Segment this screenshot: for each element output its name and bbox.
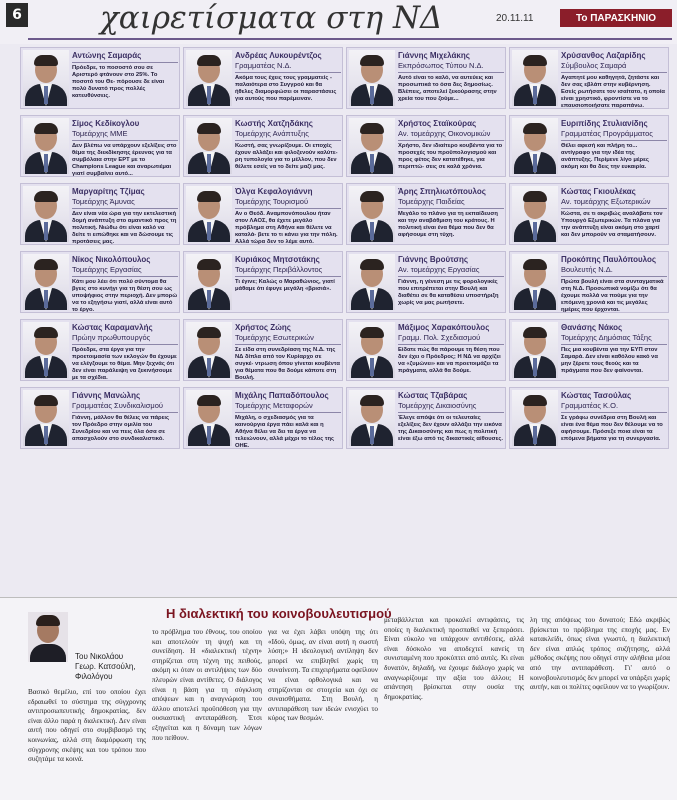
article-paragraph: το πρόβλημα του έθνους, του οποίου και αποτελούν τη ψυχή και τη συνείδηση. Η «διαλεκτική τέχνη» στηρίζεται στη τέχνη της πειθούς, ακόμη κι όταν οι αντιλήψεις των δύο πλευρών είναι αντίθετες. Ο διάλογος είναι η βάση για τη σύγκλιση απόψεων και η αναγνώριση του άλλου αποτελεί προϋπόθεση για την ουσιαστική αντιπαράθεση. Έτσι εξηγείται και η δύναμη των λόγων που πείθουν.: [152, 628, 262, 742]
person-role: Γραμματέας Συνδικαλισμού: [72, 401, 178, 413]
person-role: Τομεάρχης Δικαιοσύνης: [398, 401, 504, 413]
article-paragraph: για να έχει λάβει υπόψη της ότι «Ιδού, όμως, αν είναι αυτή η σωστή λύση;» Η ιδεολογική αντίληψη δεν μπορεί να επιβληθεί χωρίς τη συναίνεση. Τα επιχειρήματα οφείλουν να είναι ορθολογικά και να στηρίζονται σε στοιχεία και όχι σε συναισθήματα. Στη Βουλή, η αντιπαράθεση των ιδεών ενισχύει το κύρος των θεσμών.: [268, 628, 378, 723]
greeting-card: [20, 251, 180, 313]
greeting-quote: Πρώτα βουλή είναι στα συνταγματικά στη Ν.Δ. Προσωπικά νομίζω ότι θα έχουμε πολλά να πούμε για την επόμενη χρονιά και τις μεγάλες ημέρες που έρχονται.: [561, 279, 664, 313]
person-name: Χρύσανθος Λαζαρίδης: [561, 51, 646, 60]
person-name: Κώστας Τζαβάρας: [398, 391, 468, 400]
person-name: Γιάννης Μιχελάκης: [398, 51, 470, 60]
greeting-quote: Χρήστο, δεν ιδιαίτερο κουβέντα για το προσεχές του προϋπολογισμού και προς φέτος δεν κατατέθηκε, για περιπτώ- σεις σε καλά χρόνια.: [398, 143, 503, 170]
person-name: Θανάσης Νάκος: [561, 323, 623, 332]
author-byline: [75, 652, 145, 682]
author-line: Φιλολόγου: [75, 672, 113, 681]
portrait-photo: [512, 186, 558, 242]
person-role: Αν. τομεάρχης Οικονομικών: [398, 129, 504, 141]
greeting-quote: Αυτό είναι το καλό, να αυτεύεις και προσωπικά το όσα δες δημοσίως. Βλέπεις, αποτελεί ξεκούρασης στην χρεία του που ζούμε...: [398, 75, 497, 102]
portrait-photo: [23, 50, 69, 106]
person-role: Γραμματέας Προγράμματος: [561, 129, 667, 141]
person-role: Τομεάρχης Εργασίας: [72, 265, 178, 277]
article-column: [152, 628, 262, 796]
person-name: Μαργαρίτης Τζίμας: [72, 187, 145, 196]
greeting-card: [20, 115, 180, 177]
person-name: Μιχάλης Παπαδόπουλος: [235, 391, 329, 400]
person-role: Βουλευτής Ν.Δ.: [561, 265, 667, 277]
greeting-card: [183, 319, 343, 381]
person-role: Τομεάρχης Παιδείας: [398, 197, 504, 209]
portrait-photo: [186, 186, 232, 242]
greeting-card: [346, 183, 506, 245]
greeting-card: [509, 387, 669, 449]
opinion-article: [0, 597, 677, 800]
article-paragraph: μεταβάλλεται και προκαλεί αντιφάσεις, τις οποίες η διαλεκτική προσπαθεί να ξεπεράσει. Είναι εύκολο να υπάρχουν αντιθέσεις, αλλά είναι δύσκολο να αποδεχτεί κανείς τη συνισταμένη που προκύπτει από αυτές. Κι είναι δυνατόν, δηλαδή, να έχουμε διάλογο χωρίς να αναγνωρίζουμε την αξία του άλλου; Η απάντηση βρίσκεται στην ουσία της δημοκρατίας.: [384, 616, 524, 701]
person-role: Εκπρόσωπος Τύπου Ν.Δ.: [398, 61, 504, 73]
person-name: Όλγα Κεφαλογιάννη: [235, 187, 313, 196]
portrait-photo: [512, 254, 558, 310]
greeting-card: [509, 251, 669, 313]
person-name: Άρης Σπηλιωτόπουλος: [398, 187, 486, 196]
greeting-quote: Αγαπητέ μου καθηγητά, ζητάστε και δεν σας εβλάπ στην κυβέρνηση. Εσείς ρωτήσατε τον ισαίτατο, η οποία είναι χρηστικό, φροντίστε να το επαυσιοποιήσατε παραπάνω.: [561, 75, 665, 109]
portrait-photo: [23, 254, 69, 310]
person-name: Γιάννης Μανώλης: [72, 391, 141, 400]
person-role: Τομεάρχης Τουρισμού: [235, 197, 341, 209]
portrait-photo: [186, 50, 232, 106]
person-name: Γιάννης Βρούτσης: [398, 255, 468, 264]
person-role: Τομεάρχης Μεταφορών: [235, 401, 341, 413]
person-role: Τομεάρχης Εσωτερικών: [235, 333, 341, 345]
greeting-card: [20, 47, 180, 109]
portrait-photo: [23, 118, 69, 174]
article-column: [28, 688, 146, 796]
person-name: Κωστής Χατζηδάκης: [235, 119, 313, 128]
greeting-quote: Σε γράφω συνέδρια στη Βουλή και είναι ένα θέμα που δεν θέλουμε να το αφήσουμε. Πρόσεξε ποια είναι τα επόμενα βήματα για τη συνεργασία.: [561, 415, 663, 442]
person-role: [72, 61, 178, 63]
header-divider: [28, 38, 672, 40]
person-role: Αν. τομεάρχης Εργασίας: [398, 265, 504, 277]
portrait-photo: [349, 186, 395, 242]
article-column: [384, 616, 524, 796]
page-title: χαιρετίσματα στη ΝΔ: [100, 0, 443, 36]
person-name: Ανδρέας Λυκουρέντζος: [235, 51, 322, 60]
greeting-quote: Δεν βλέπω να υπάρχουν εξελίξεις στο θέμα της διεκδίκησης έρευνας για τα συμβόλαια στην ΕΡΤ με το Champions League και αναρωτιέμαι γιατί συμβαίνει αυτό...: [72, 143, 177, 177]
greeting-card: [509, 115, 669, 177]
article-column: [268, 628, 378, 796]
greeting-quote: Θέλει αφεσή και πλήρη το... αντίγραφο για την ιδέα της ανάπτυξης. Περίμενε λίγο μέρες ακόμη και θα δεις την ευκαιρία.: [561, 143, 649, 170]
greeting-card: [183, 115, 343, 177]
portrait-photo: [186, 254, 232, 310]
article-column: [530, 616, 670, 796]
greeting-card: [346, 319, 506, 381]
author-photo: [28, 612, 68, 662]
person-name: Κώστας Τασούλας: [561, 391, 632, 400]
greeting-quote: Μιχάλη, ο σχεδιασμός για τα καινούργια έργα πάει καλά και η Αθήνα θέλει να δει τα έργα να τελειώνουν, αλλά μέχρι το τέλος της ΟΗΕ.: [235, 415, 335, 449]
issue-date: 20.11.11: [496, 13, 534, 24]
person-name: Ευριπίδης Στυλιανίδης: [561, 119, 648, 128]
person-name: Μάξιμος Χαρακόπουλος: [398, 323, 490, 332]
greeting-quote: Κώστα, σε τι ακριβώς αναλάβατε τον Υπουργό Εξωτερικών. Τα πλάνα για την ανάπτυξη είναι ακόμη στο χαρτί και δεν μπορούν να σταματήσουν.: [561, 211, 663, 238]
person-name: Χρήστος Σταϊκούρας: [398, 119, 477, 128]
portrait-photo: [186, 322, 232, 378]
article-paragraph: Βασικό θεμέλιο, επί του οποίου έχει εδραιωθεί το σύστημα της σύγχρονης αντιπροσωπευτικής δημοκρατίας, δεν είναι άλλο παρά η διαλεκτική. Δεν είναι αυτή που οδηγεί στο συμβιβασμό της κοινωνίας, αλλά στη διαμόρφωση της σύγχρονης σκέψης και του τρόπου που συζητάμε τα κοινά.: [28, 688, 146, 764]
portrait-photo: [186, 390, 232, 446]
article-paragraph: λη της απόψεως του δυνατού; Εδώ ακριβώς βρίσκεται το πρόβλημα της εποχής μας. Εν κατακλείδι, όπως είναι γνωστό, η διαλεκτική δεν είναι απλώς τρόπος συζήτησης, αλλά μέθοδος σκέψης που οδηγεί στην αλήθεια μέσα από την αντιπαράθεση. Γι' αυτό ο κοινοβουλευτισμός δεν μπορεί να υπάρξει χωρίς αυτήν, και οι πολίτες οφείλουν να το γνωρίζουν.: [530, 616, 670, 692]
portrait-photo: [349, 118, 395, 174]
person-role: Γραμματέας Ν.Δ.: [235, 61, 341, 73]
greeting-card: [183, 387, 343, 449]
article-title: Η διαλεκτική του κοινοβουλευτισμού: [166, 606, 392, 621]
greeting-card: [346, 115, 506, 177]
portrait-photo: [186, 118, 232, 174]
greeting-quote: Αν ο Θεόδ. Αναμπονόπουλου ήταν στον ΛΑΟΣ, θα έχετε μεγάλο πρόβλημα στη Αθήνα και θέλετε να καταλά- βετε το τι κάνει για την πόλη. Αλλά τώρα δεν το λέμε αυτό.: [235, 211, 338, 245]
portrait-photo: [349, 50, 395, 106]
author-line: Γεωρ. Κατσούλη,: [75, 662, 136, 671]
person-role: Γραμμ. Πολ. Σχεδιασμού: [398, 333, 504, 345]
greeting-quote: Γιάννη, μάλλον θα θέλεις να πάρεις τον Πρόεδρο στην ομιλία του Συνεδρίου και να πεις όλα όσα σε απασχολούν στο συνδικαλιστικό.: [72, 415, 170, 442]
person-role: Τομεάρχης Ανάπτυξης: [235, 129, 341, 141]
greeting-quote: Είδατε πώς θα πάρουμε τη θέση που δεν έχει ο Πρόεδρος; Η ΝΔ να αρχίζει να «ζυμώνει» και να προετοιμάζει τα πράγματα, αλλά θα δούμε.: [398, 347, 501, 374]
person-role: Τομεάρχης ΜΜΕ: [72, 129, 178, 141]
greeting-quote: Ακόμα τους έχεις τους γραμματείς - παλαιότερα στο Συγγρού και θα ήθελες διαμορφώσει οι παραστάσεις για αυτούς που παρέμειναν.: [235, 75, 337, 102]
greeting-quote: Κάτι μου λέει ότι πολύ σύντομα θα βγεις στο κυνήγι για τη θέση σου ως υποψήφιος στην περιοχή. Δεν μπορώ να το εξηγήσω γιατί, αλλά είναι αυτό το έργο.: [72, 279, 178, 313]
person-role: Σύμβουλος Σαμαρά: [561, 61, 667, 73]
portrait-photo: [512, 118, 558, 174]
person-name: Αντώνης Σαμαράς: [72, 51, 142, 60]
greeting-quote: Κωστή, σας γνωρίζουμε. Οι εποχές έχουν αλλάξει και φιλοξενούν καλύτε- ρη τυπολογία για το μέλλον, που δεν θέλετε εσείς να το δείτε μαζί μας.: [235, 143, 338, 170]
greeting-card: [346, 251, 506, 313]
greeting-card: [509, 183, 669, 245]
greeting-quote: Έλεγε απόψε ότι οι τελευταίες εξελίξεις δεν έχουν αλλάξει την εικόνα της Δικαιοσύνης και πως η πολιτική είναι έξω από τις δικαστικές αίθουσες.: [398, 415, 503, 442]
page-number: 6: [6, 3, 28, 27]
section-label: Το ΠΑΡΑΣΚΗΝΙΟ: [560, 9, 672, 27]
person-name: Κώστας Καραμανλής: [72, 323, 153, 332]
person-role: Τομεάρχης Άμυνας: [72, 197, 178, 209]
person-name: Κυριάκος Μητσοτάκης: [235, 255, 320, 264]
person-role: Τομεάρχης Δημόσιας Τάξης: [561, 333, 667, 345]
person-name: Νίκος Νικολόπουλος: [72, 255, 151, 264]
greeting-card: [183, 183, 343, 245]
page-header: [0, 0, 677, 44]
portrait-photo: [23, 390, 69, 446]
portrait-photo: [349, 390, 395, 446]
author-line: Του Νικολάου: [75, 652, 124, 661]
person-role: Γραμματέας Κ.Ο.: [561, 401, 667, 413]
greeting-card: [20, 387, 180, 449]
greeting-quote: Πρόεδρε, στα έργα για την προετοιμασία των εκλογών θα έχουμε να ελέγξουμε το θέμα. Μην ξεχνάς ότι δεν είναι παράλειψη να ξεκινήσουμε με τα σχέδια.: [72, 347, 177, 381]
portrait-photo: [349, 254, 395, 310]
greeting-card: [509, 319, 669, 381]
greeting-quote: Τι έγινε; Καλώς ο Μαραθώνιος, γιατί μάθαμε ότι έφυγε μεγάλη «βρισιά».: [235, 279, 335, 292]
greeting-quote: Γιάννη, η γένεση με τις φορολογικές που επιτρέπεται στην Βουλή και διαθέτει σε θα καταθέσει υποστήριξη χωρίς να μας ρωτήσετε.: [398, 279, 499, 306]
greeting-card: [20, 319, 180, 381]
portrait-photo: [23, 186, 69, 242]
portrait-photo: [349, 322, 395, 378]
greeting-quote: Δεν είναι νέα ώρα για την εκτελεστική δομή ανάπτυξη στο αμαντικό προς τη πολιτική. Νιώθω ότι είναι καλό να δείτε τι ειπώθηκε και να δώσουμε τις προτάσεις μας.: [72, 211, 177, 245]
person-name: Κώστας Γκιουλέκας: [561, 187, 636, 196]
person-role: Τομεάρχης Περιβάλλοντος: [235, 265, 341, 277]
greeting-quote: Πρόεδρε, το ποσοστό σου σε Αριστερό φτάνουν στο 25%. Το ποσοτό του Θε- πόρουσε δε είναι πολύ δυνατό προς πολλές κατευθύνσεις.: [72, 65, 165, 99]
greeting-quote: Μεγάλο το πλάνο για τη εκπαίδευση και την αναβάθμιση του κράτους. Η πολιτική είναι ένα θέμα που δεν θα αφήσουμε στη τύχη.: [398, 211, 498, 238]
greeting-card: [509, 47, 669, 109]
greeting-card: [20, 183, 180, 245]
portrait-photo: [512, 322, 558, 378]
greeting-card: [346, 387, 506, 449]
portrait-photo: [512, 390, 558, 446]
person-name: Προκόπης Παυλόπουλος: [561, 255, 657, 264]
greeting-quote: Πες μια κουβέντα για την ΕΥΠ στον Σαμαρά. Δεν είναι καθόλου κακό να μην ξέρετε τους θεούς και τα πράγματα που δεν φαίνονται.: [561, 347, 658, 374]
greeting-card: [183, 251, 343, 313]
person-role: Αν. τομεάρχης Εξωτερικών: [561, 197, 667, 209]
person-name: Σίμος Κεδίκογλου: [72, 119, 140, 128]
portrait-photo: [23, 322, 69, 378]
greetings-grid: [20, 47, 670, 588]
person-role: Πρώην πρωθυπουργός: [72, 333, 178, 345]
portrait-photo: [512, 50, 558, 106]
person-name: Χρήστος Ζώης: [235, 323, 291, 332]
greeting-quote: Σε είδα στη συνεδρίαση της Ν.Δ. της ΝΔ δίπλα από τον Κυρίαρχο σε συγκέ- ντρωση όπου γίνεται κουβέντα για θέματα που θα δούμε κάποτε στη Βουλή.: [235, 347, 340, 381]
greeting-card: [183, 47, 343, 109]
greeting-card: [346, 47, 506, 109]
